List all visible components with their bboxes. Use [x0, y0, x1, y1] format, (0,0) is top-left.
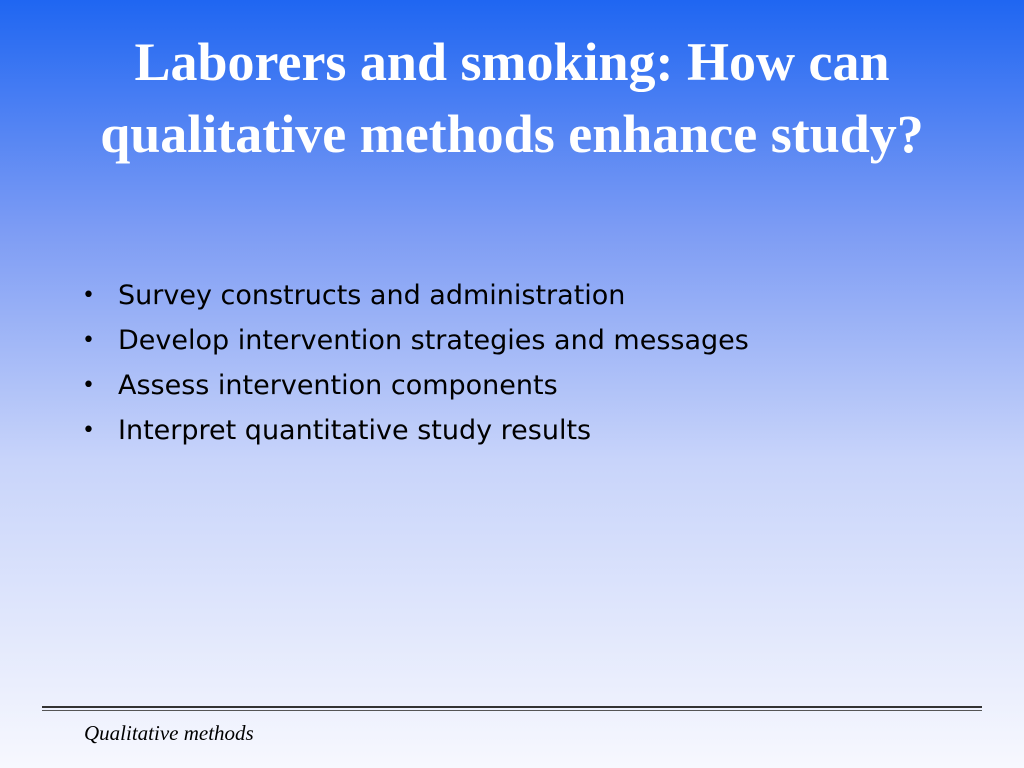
slide-title: Laborers and smoking: How can qualitative methods enhance study?	[100, 32, 924, 164]
footer-divider	[42, 706, 982, 708]
bullet-icon: •	[82, 283, 95, 308]
bullet-list	[82, 276, 982, 456]
bullet-text: Interpret quantitative study results	[118, 415, 592, 446]
bullet-text: Develop intervention strategies and messages	[118, 325, 749, 356]
footer-divider-secondary	[42, 710, 982, 711]
bullet-item	[82, 276, 982, 321]
bullet-icon: •	[82, 418, 95, 443]
bullet-text: Survey constructs and administration	[118, 280, 626, 311]
bullet-icon: •	[82, 328, 95, 353]
bullet-icon: •	[82, 373, 95, 398]
bullet-item	[82, 366, 982, 411]
slide-footer: Qualitative methods	[84, 721, 254, 745]
bullet-text: Assess intervention components	[118, 370, 558, 401]
bullet-item	[82, 321, 982, 366]
bullet-item	[82, 411, 982, 456]
